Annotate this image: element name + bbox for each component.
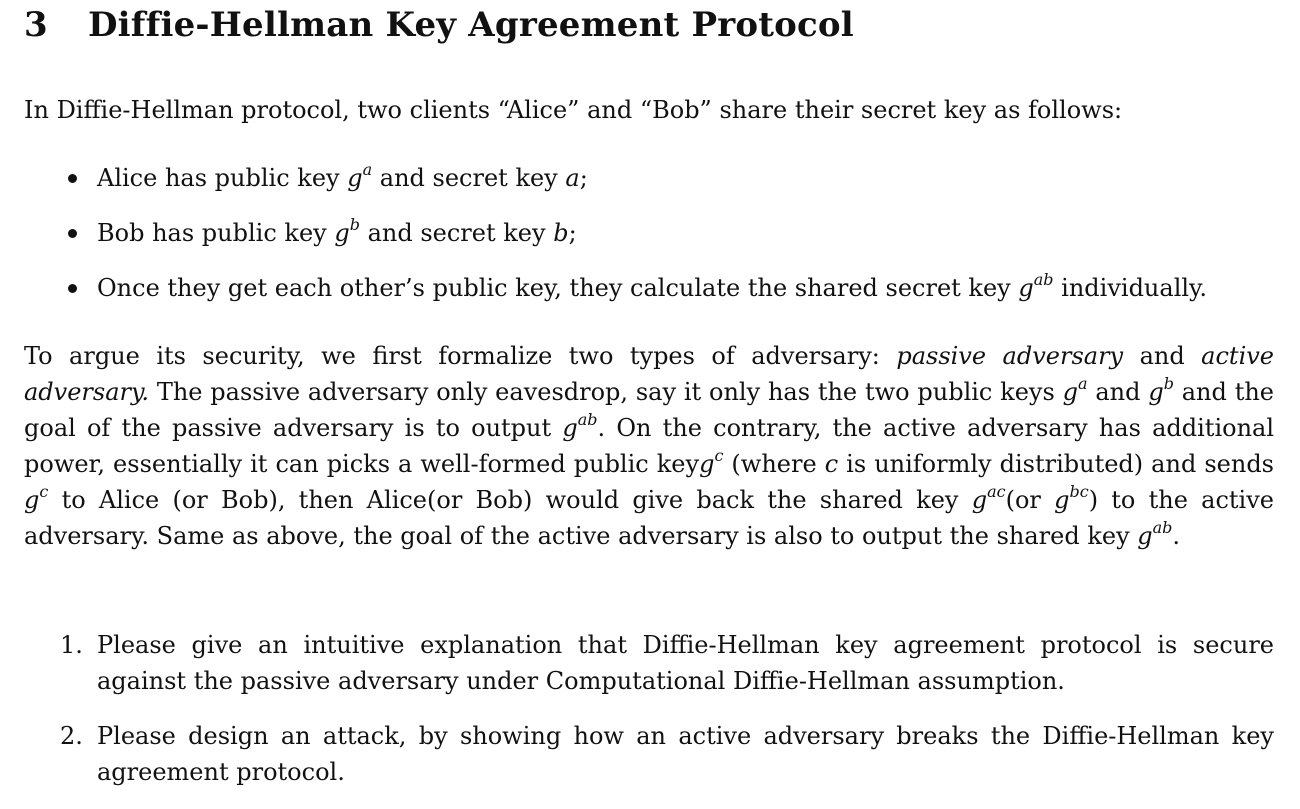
bullet-alice [68,160,1278,196]
math-exponent: bc [1069,482,1089,501]
term-active-adversary: active adversary. [24,342,1275,406]
bullet-shared-key [68,270,1278,306]
math-variable: g [347,164,363,192]
bullet-point-icon [68,229,77,238]
intro-paragraph: In Diffie-Hellman protocol, two clients “Alice” and “Bob” share their secret key as follows: [24,96,1123,124]
math-variable: g [971,486,988,514]
section-title: Diffie-Hellman Key Agreement Protocol [88,5,854,45]
math-exponent: ab [577,410,598,429]
question-text: Please give an intuitive explanation that Diffie-Hellman key agreement protocol is secure against the passive adversary under Computational Diffie-Hellman assumption. [97,631,1274,695]
question-list [60,627,1274,809]
math-variable: g [334,219,350,247]
math-variable: g [1062,378,1078,406]
math-variable: g [1054,486,1070,514]
bullet-text: Alice has public key [97,164,348,192]
math-variable: g [699,450,715,478]
bullet-text: Once they get each other’s public key, they calculate the shared secret key [97,274,1019,302]
protocol-bullet-list [68,160,1278,325]
math-variable: g [1018,274,1034,302]
section-heading [24,0,1274,50]
math-variable: g [562,414,578,442]
math-variable: g [1148,378,1164,406]
math-exponent: a [1078,374,1088,393]
bullet-text: ; [579,164,588,192]
math-exponent: b [349,215,360,234]
math-exponent: c [39,482,49,501]
bullet-text: and secret key [359,219,554,247]
math-exponent: ac [987,482,1006,501]
math-variable: b [553,219,569,247]
math-exponent: b [1163,374,1174,393]
math-variable: g [1137,522,1153,550]
math-variable: g [24,486,40,514]
question-number: 1. [60,631,83,659]
question-item [60,627,1274,699]
question-item [60,718,1274,790]
math-variable: c [824,450,839,478]
math-variable: a [565,164,580,192]
bullet-bob [68,215,1278,251]
bullet-text: ; [568,219,577,247]
bullet-text: and secret key [372,164,566,192]
section-number: 3 [24,5,48,45]
math-exponent: c [714,446,724,465]
term-passive-adversary: passive adversary [896,342,1124,370]
question-text: Please design an attack, by showing how an active adversary breaks the Diffie-Hellman key agreement protocol. [97,722,1274,786]
bullet-point-icon [68,174,77,183]
bullet-text: individually. [1053,274,1208,302]
bullet-point-icon [68,284,77,293]
question-number: 2. [60,722,83,750]
bullet-text: Bob has public key [97,219,335,247]
math-exponent: ab [1152,518,1173,537]
math-exponent: a [362,160,373,179]
math-exponent: ab [1033,270,1054,289]
security-paragraph: To argue its security, we first formalize two types of adversary: passive adversary and active adversary. The passive adversary only eavesdrop, say it only has the two public keys $g^a$ and $g^b$ and the goal of the passive adversary is to output $g^{ab}$. On the contrary, the active adversary has additional power, essentially it can picks a well-formed public keyg$^c$ (where c is uniformly distributed) and sends $g^c$ to Alice (or Bob), then Alice(or Bob) would give back the shared key $g^{ac}(or$ $g^{bc}$) to the active adversary. Same as above, the goal of the active adversary is also to output the shared key $g^{ab}$. [24,342,1275,550]
